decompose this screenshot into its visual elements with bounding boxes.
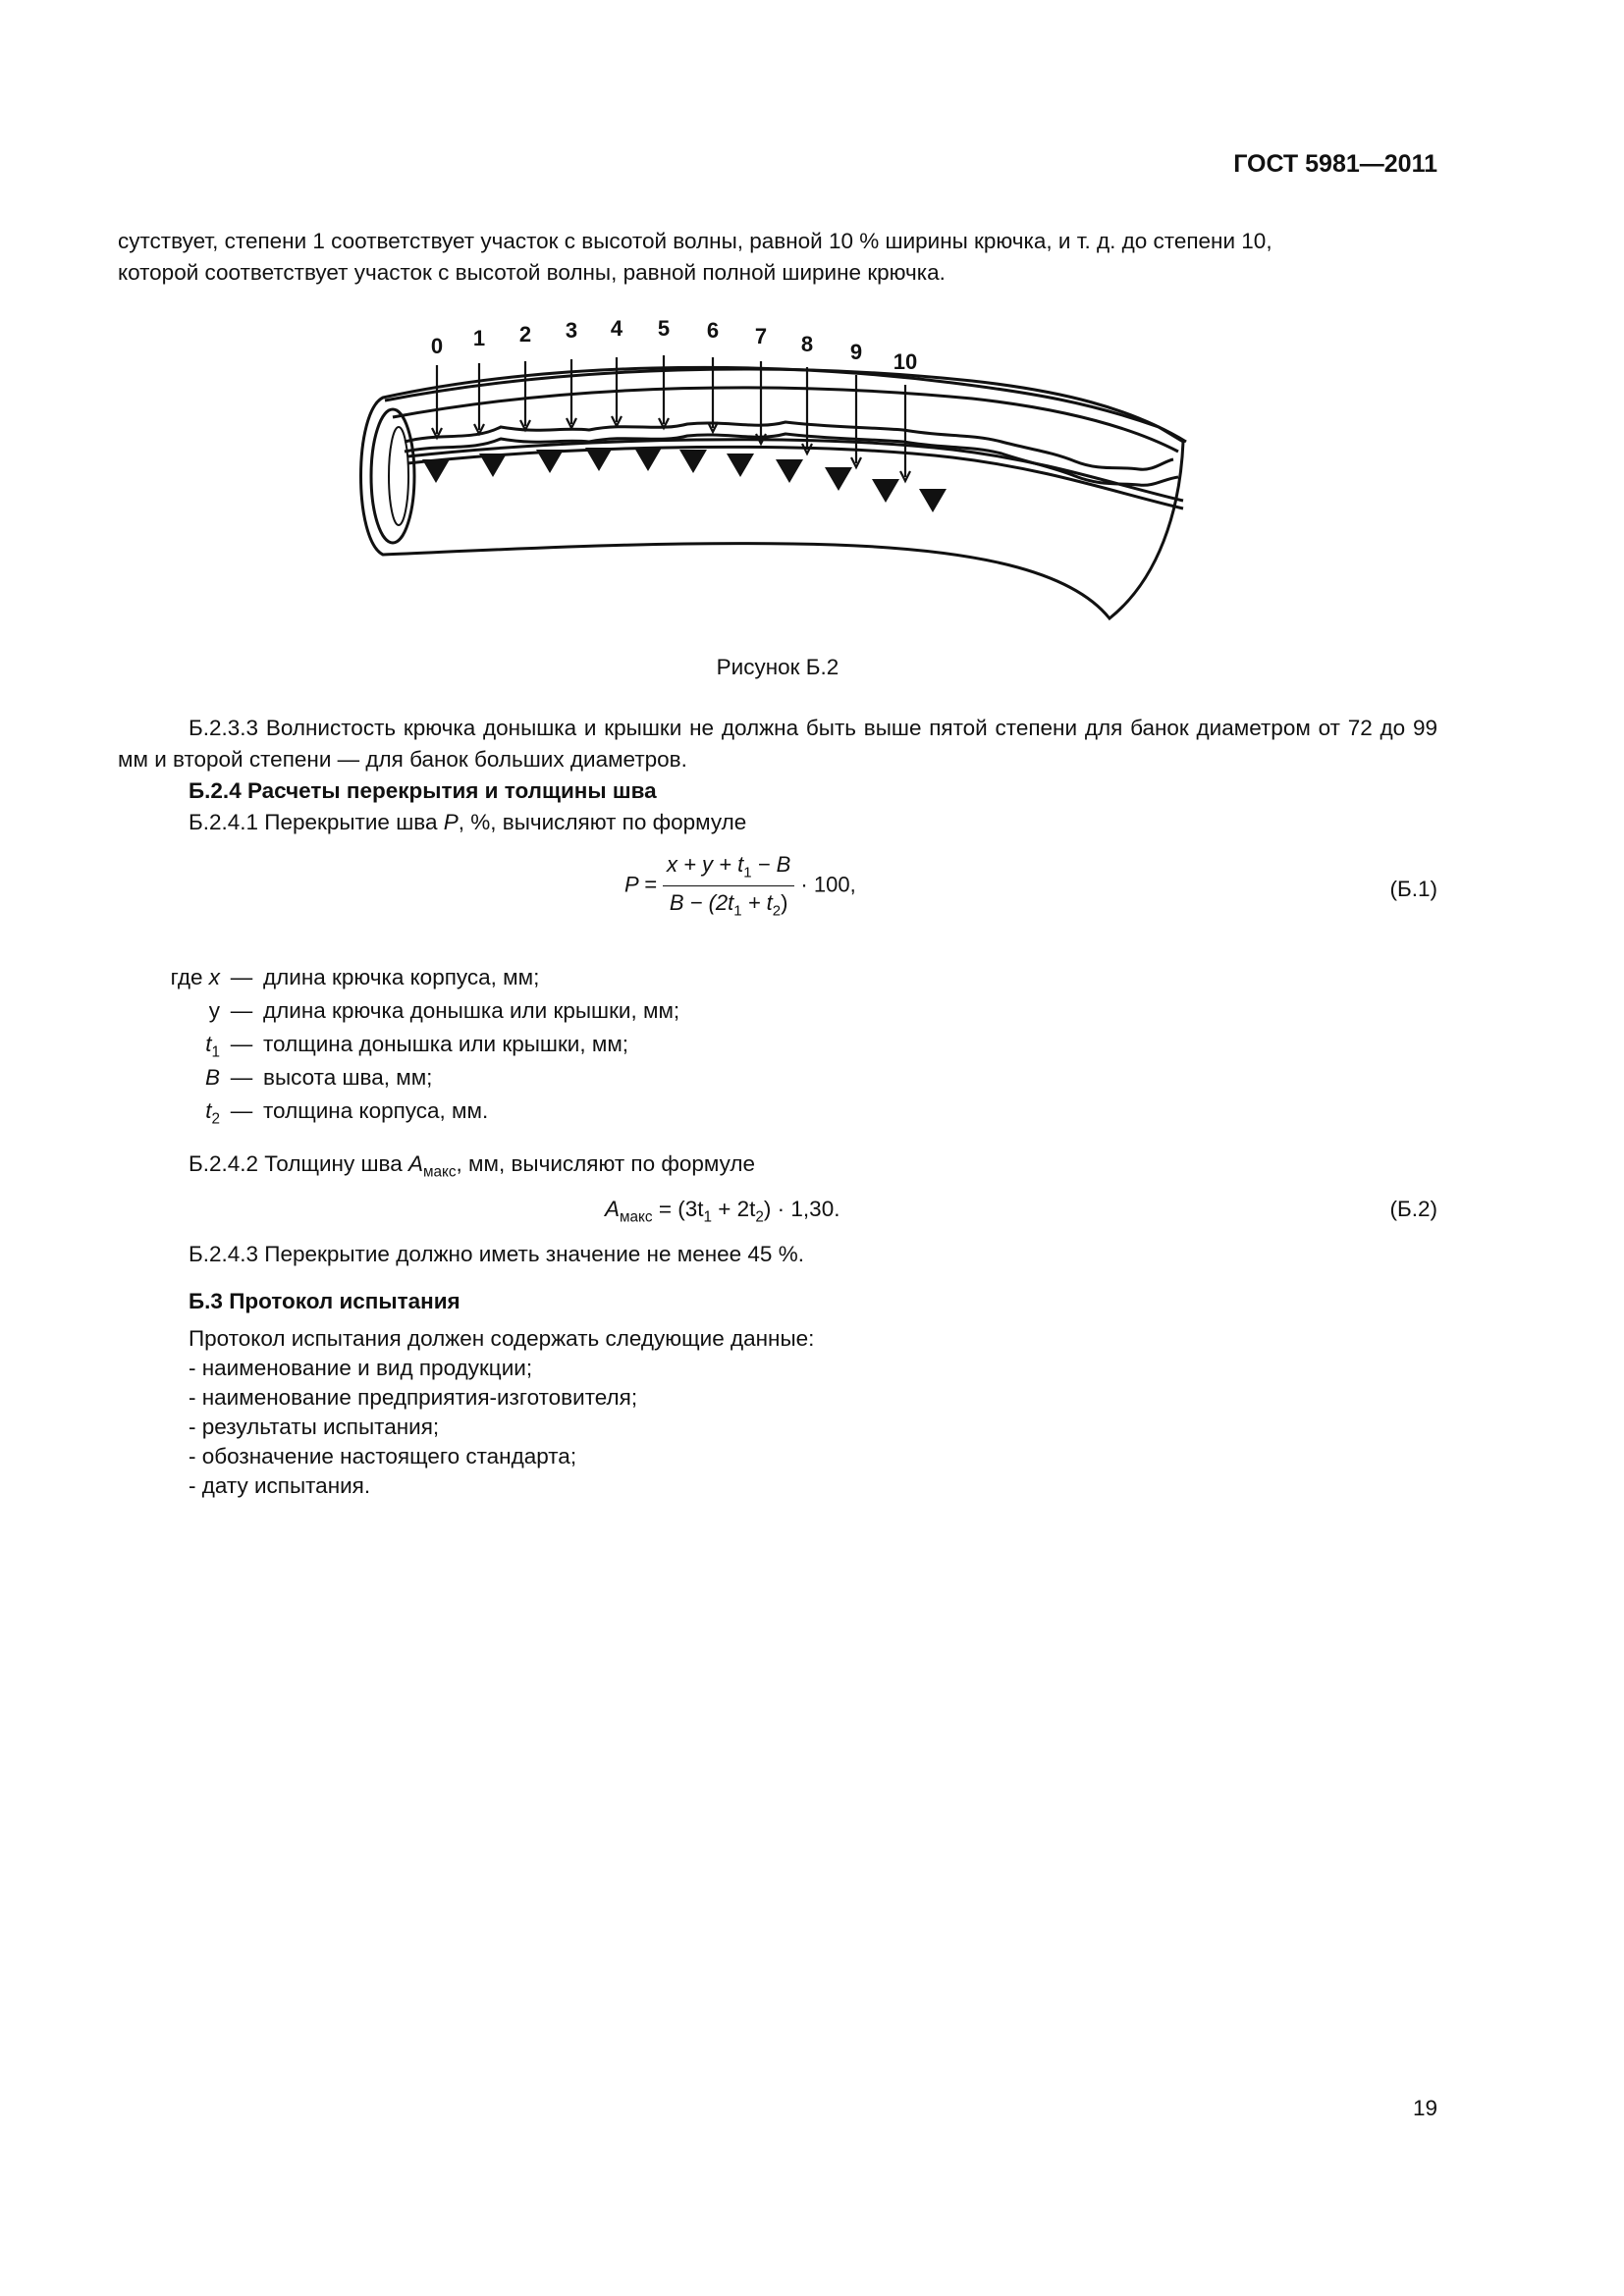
degree-label-4: 4 <box>610 316 623 341</box>
formula-b2-lhs: A <box>605 1197 621 1221</box>
b241-intro-a: Б.2.4.1 Перекрытие шва <box>189 810 444 834</box>
section-b24-heading: Б.2.4 Расчеты перекрытия и толщины шва <box>189 778 657 803</box>
b242-intro-sub: макс <box>422 1163 457 1181</box>
standard-code: ГОСТ 5981—2011 <box>1233 150 1437 178</box>
protocol-item: - дату испытания. <box>189 1473 371 1498</box>
formula-b1-den-mid: + t <box>741 890 773 916</box>
hook-waviness-figure <box>344 304 1208 628</box>
section-b3-heading: Б.3 Протокол испытания <box>189 1289 460 1313</box>
formula-b2 <box>605 1194 839 1228</box>
degree-label-10: 10 <box>893 349 918 374</box>
degree-label-5: 5 <box>657 316 671 341</box>
degree-label-9: 9 <box>849 340 863 364</box>
formula-b1-num-text: x + y + t <box>666 852 744 877</box>
legend-symbol-sub: 1 <box>211 1043 220 1061</box>
formula-b1-num-tail: − B <box>751 852 791 877</box>
formula-b1-den-sub2: 2 <box>772 902 782 920</box>
legend-text: длина крючка корпуса, мм; <box>263 965 540 989</box>
legend-dash: — <box>230 1032 253 1056</box>
b242-intro-a: Б.2.4.2 Толщину шва <box>189 1151 408 1176</box>
legend-symbol: x <box>208 965 220 989</box>
degree-label-2: 2 <box>518 322 532 347</box>
formula-b2-lhs-sub: макс <box>620 1208 653 1226</box>
legend-row-b <box>118 1062 432 1095</box>
formula-b1-number: (Б.1) <box>1389 877 1437 901</box>
degree-label-3: 3 <box>565 318 578 343</box>
protocol-item: - результаты испытания; <box>189 1415 440 1439</box>
legend-dash: — <box>230 1065 253 1090</box>
legend-symbol: t <box>205 1032 212 1056</box>
formula-b2-tail: ) · 1,30. <box>763 1197 840 1221</box>
formula-b2-mid: + 2t <box>711 1197 756 1221</box>
protocol-item: - обозначение настоящего стандарта; <box>189 1444 577 1468</box>
legend-dash: — <box>230 965 253 989</box>
degree-label-0: 0 <box>430 334 444 358</box>
figure-caption: Рисунок Б.2 <box>716 655 839 679</box>
legend-dash: — <box>230 998 253 1023</box>
b242-intro-b: , мм, вычисляют по формуле <box>456 1151 755 1176</box>
formula-b2-sub2: 2 <box>755 1208 764 1226</box>
section-b241-intro <box>118 807 1437 838</box>
section-b3-intro: Протокол испытания должен содержать следующие данные: <box>189 1326 815 1351</box>
formula-b2-number: (Б.2) <box>1389 1197 1437 1221</box>
degree-label-7: 7 <box>754 324 768 348</box>
section-b243-text: Б.2.4.3 Перекрытие должно иметь значение не менее 45 %. <box>189 1242 804 1266</box>
legend-row-t1 <box>118 1029 628 1062</box>
legend-symbol: B <box>204 1065 220 1090</box>
page-number: 19 <box>1412 2096 1437 2120</box>
protocol-item: - наименование и вид продукции; <box>189 1356 533 1380</box>
intro-line-1: сутствует, степени 1 соответствует участок с высотой волны, равной 10 % ширины крючка, и т. д. до степени 10, <box>118 229 1272 253</box>
b241-intro-b: , %, вычисляют по формуле <box>458 810 747 834</box>
legend-dash: — <box>230 1098 253 1123</box>
degree-label-8: 8 <box>800 332 814 356</box>
legend-row-y <box>118 995 679 1029</box>
legend-row-x <box>118 962 539 995</box>
formula-b1-lhs: P = <box>624 872 657 897</box>
legend-text: длина крючка донышка или крышки, мм; <box>263 998 680 1023</box>
legend-prefix: где <box>170 965 209 989</box>
formula-b1-fraction <box>663 850 794 923</box>
formula-b1-numerator <box>663 850 794 886</box>
section-b233-text: Б.2.3.3 Волнистость крючка донышка и крышки не должна быть выше пятой степени для банок диаметром от 72 до 99 мм и второй степени — для банок больших диаметров. <box>118 716 1437 772</box>
b242-intro-var: A <box>407 1151 423 1176</box>
intro-line-2: которой соответствует участок с высотой волны, равной полной ширине крючка. <box>118 260 946 285</box>
degree-label-1: 1 <box>472 326 486 350</box>
formula-b1-denominator <box>663 886 794 922</box>
formula-b1 <box>624 850 856 923</box>
legend-symbol: y <box>208 998 220 1023</box>
formula-b1-den-tail: ) <box>781 890 788 916</box>
legend-symbol: t <box>205 1098 212 1123</box>
legend-symbol-sub: 2 <box>211 1110 220 1128</box>
formula-b1-den-sub1: 1 <box>733 902 742 920</box>
section-b242-intro <box>118 1148 1437 1183</box>
protocol-item: - наименование предприятия-изготовителя; <box>189 1385 638 1410</box>
formula-b2-eq: = (3t <box>652 1197 704 1221</box>
degree-label-6: 6 <box>706 318 720 343</box>
legend-row-t2 <box>118 1095 488 1129</box>
formula-b1-rhs: · 100, <box>800 872 856 897</box>
formula-b2-sub1: 1 <box>703 1208 712 1226</box>
b241-intro-var: P <box>443 810 459 834</box>
formula-b1-den-text: B − (2t <box>669 890 734 916</box>
legend-text: высота шва, мм; <box>263 1065 433 1090</box>
legend-text: толщина корпуса, мм. <box>263 1098 489 1123</box>
legend-text: толщина донышка или крышки, мм; <box>263 1032 629 1056</box>
formula-b1-num-sub: 1 <box>743 864 752 881</box>
